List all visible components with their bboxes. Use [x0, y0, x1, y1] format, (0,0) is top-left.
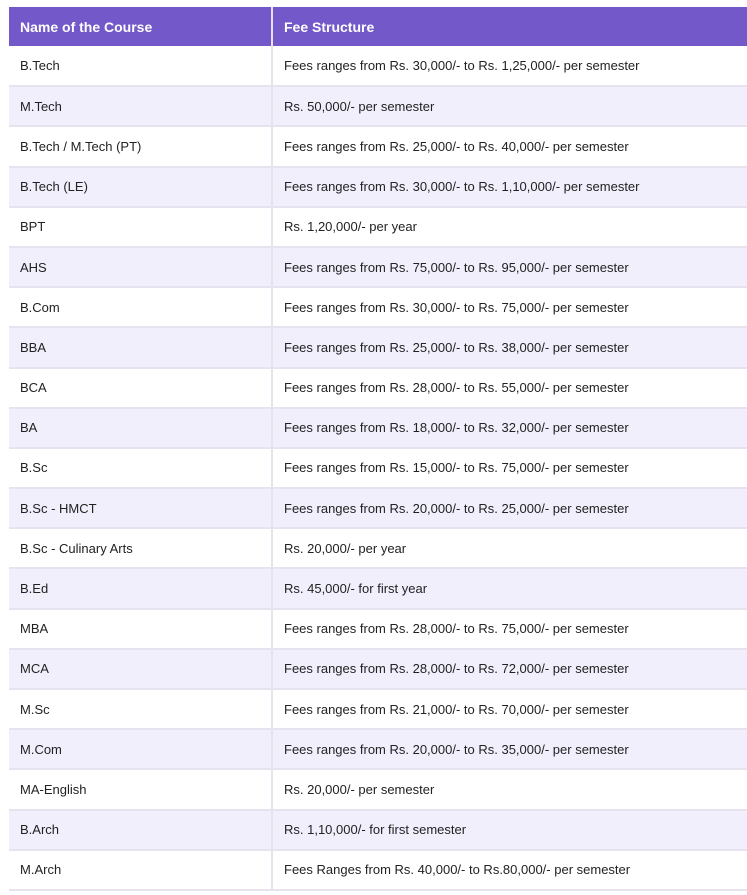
fee-structure-cell: Fees ranges from Rs. 30,000/- to Rs. 75,000/- per semester	[272, 287, 747, 327]
table-row	[9, 850, 747, 890]
course-name-cell: B.Arch	[9, 810, 272, 850]
fee-structure-cell: Fees ranges from Rs. 25,000/- to Rs. 40,000/- per semester	[272, 126, 747, 166]
fee-structure-cell: Rs. 20,000/- per semester	[272, 769, 747, 809]
fee-structure-cell: Fees ranges from Rs. 28,000/- to Rs. 75,000/- per semester	[272, 609, 747, 649]
fee-structure-cell: Fees ranges from Rs. 30,000/- to Rs. 1,25,000/- per semester	[272, 46, 747, 86]
fee-structure-cell: Fees ranges from Rs. 28,000/- to Rs. 72,000/- per semester	[272, 649, 747, 689]
table-row	[9, 568, 747, 608]
course-name-cell: B.Sc - HMCT	[9, 488, 272, 528]
fee-structure-cell: Fees ranges from Rs. 21,000/- to Rs. 70,000/- per semester	[272, 689, 747, 729]
course-name-cell: B.Tech (LE)	[9, 167, 272, 207]
course-name-cell: BPT	[9, 207, 272, 247]
course-name-cell: MA-English	[9, 769, 272, 809]
header-row	[9, 7, 747, 46]
course-name-cell: M.Com	[9, 729, 272, 769]
course-name-cell: AHS	[9, 247, 272, 287]
fee-structure-cell: Fees ranges from Rs. 30,000/- to Rs. 1,10,000/- per semester	[272, 167, 747, 207]
table-row	[9, 769, 747, 809]
table-row	[9, 247, 747, 287]
table-row	[9, 488, 747, 528]
table-row	[9, 609, 747, 649]
table-row	[9, 448, 747, 488]
course-name-cell: B.Com	[9, 287, 272, 327]
table-row	[9, 287, 747, 327]
table-row	[9, 528, 747, 568]
table-row	[9, 729, 747, 769]
fee-structure-cell: Fees ranges from Rs. 25,000/- to Rs. 38,000/- per semester	[272, 327, 747, 367]
fee-structure-cell: Fees ranges from Rs. 18,000/- to Rs. 32,000/- per semester	[272, 408, 747, 448]
table-header	[9, 7, 747, 46]
table-row	[9, 207, 747, 247]
table-row	[9, 86, 747, 126]
table-row	[9, 810, 747, 850]
course-name-cell: B.Tech	[9, 46, 272, 86]
fee-structure-cell: Rs. 1,10,000/- for first semester	[272, 810, 747, 850]
course-name-cell: B.Ed	[9, 568, 272, 608]
course-name-cell: MCA	[9, 649, 272, 689]
fee-structure-cell: Fees ranges from Rs. 20,000/- to Rs. 25,000/- per semester	[272, 488, 747, 528]
course-name-cell: MBA	[9, 609, 272, 649]
course-name-cell: M.Arch	[9, 850, 272, 890]
table-row	[9, 689, 747, 729]
fee-structure-cell: Fees Ranges from Rs. 40,000/- to Rs.80,000/- per semester	[272, 850, 747, 890]
table-row	[9, 126, 747, 166]
fee-structure-cell: Fees ranges from Rs. 28,000/- to Rs. 55,000/- per semester	[272, 368, 747, 408]
fee-structure-cell: Rs. 1,20,000/- per year	[272, 207, 747, 247]
fee-structure-cell: Rs. 20,000/- per year	[272, 528, 747, 568]
course-name-cell: M.Tech	[9, 86, 272, 126]
table-row	[9, 368, 747, 408]
course-name-cell: BBA	[9, 327, 272, 367]
table-row	[9, 327, 747, 367]
fee-structure-cell: Rs. 45,000/- for first year	[272, 568, 747, 608]
fee-structure-cell: Fees ranges from Rs. 75,000/- to Rs. 95,000/- per semester	[272, 247, 747, 287]
course-name-cell: BA	[9, 408, 272, 448]
table-row	[9, 46, 747, 86]
table-row	[9, 649, 747, 689]
fee-structure-cell: Rs. 50,000/- per semester	[272, 86, 747, 126]
table-row	[9, 408, 747, 448]
table-row	[9, 167, 747, 207]
course-name-cell: BCA	[9, 368, 272, 408]
course-name-cell: B.Sc	[9, 448, 272, 488]
course-name-cell: B.Sc - Culinary Arts	[9, 528, 272, 568]
table-body	[9, 46, 747, 890]
header-fee-structure: Fee Structure	[272, 7, 747, 46]
header-course-name: Name of the Course	[9, 7, 272, 46]
course-name-cell: M.Sc	[9, 689, 272, 729]
course-name-cell: B.Tech / M.Tech (PT)	[9, 126, 272, 166]
fee-structure-cell: Fees ranges from Rs. 20,000/- to Rs. 35,000/- per semester	[272, 729, 747, 769]
fee-structure-cell: Fees ranges from Rs. 15,000/- to Rs. 75,000/- per semester	[272, 448, 747, 488]
fee-structure-table	[9, 7, 747, 891]
